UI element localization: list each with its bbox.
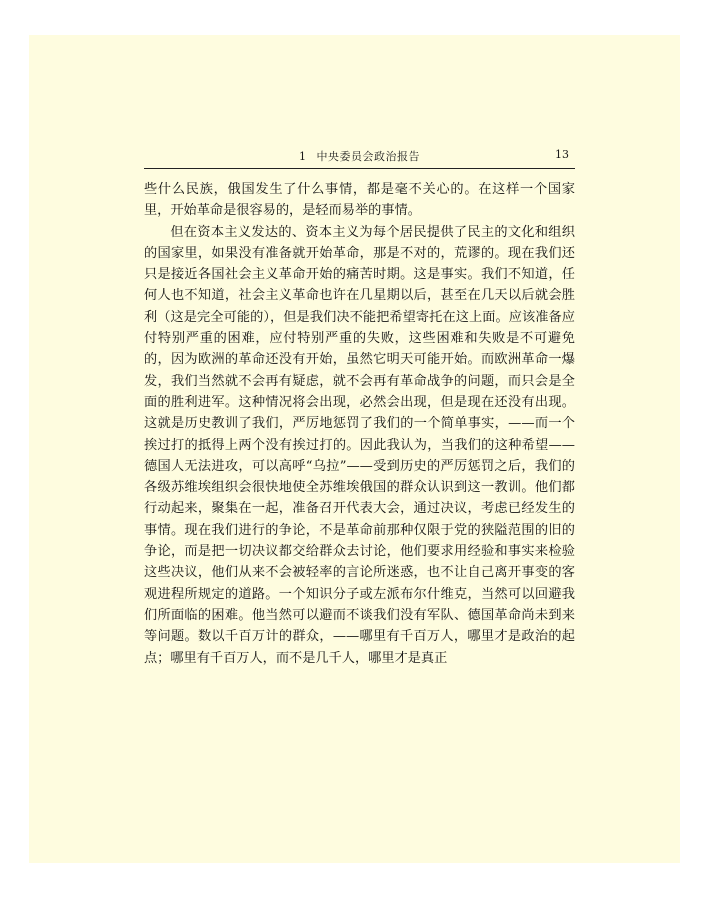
page-number: 13 bbox=[555, 148, 569, 161]
running-header bbox=[144, 148, 575, 168]
paragraph: 但在资本主义发达的、资本主义为每个居民提供了民主的文化和组织的国家里，如果没有准备就开始革命，那是不对的，荒谬的。现在我们还只是接近各国社会主义革命开始的痛苦时期。这是事实。我们不知道，任何人也不知道，社会主义革命也许在几星期以后，甚至在几天以后就会胜利（这是完全可能的），但是我们决不能把希望寄托在这上面。应该准备应付特别严重的困难，应付特别严重的失败，这些困难和失败是不可避免的，因为欧洲的革命还没有开始，虽然它明天可能开始。而欧洲革命一爆发，我们当然就不会再有疑虑，就不会再有革命战争的问题，而只会是全面的胜利进军。这种情况将会出现，必然会出现，但是现在还没有出现。这就是历史教训了我们，严厉地惩罚了我们的一个简单事实，——而一个挨过打的抵得上两个没有挨过打的。因此我认为，当我们的这种希望——德国人无法进攻，可以高呼“乌拉”——受到历史的严厉惩罚之后，我们的各级苏维埃组织会很快地使全苏维埃俄国的群众认识到这一教训。他们都行动起来，聚集在一起，准备召开代表大会，通过决议，考虑已经发生的事情。现在我们进行的争论，不是革命前那种仅限于党的狭隘范围的旧的争论，而是把一切决议都交给群众去讨论，他们要求用经验和事实来检验这些决议，他们从来不会被轻率的言论所迷惑，也不让自己离开事变的客观进程所规定的道路。一个知识分子或左派布尔什维克，当然可以回避我们所面临的困难。他当然可以避而不谈我们没有军队、德国革命尚未到来等问题。数以千百万计的群众，——哪里有千百万人，哪里才是政治的起点；哪里有千百万人，而不是几千人，哪里才是真正 bbox=[144, 224, 575, 666]
chapter-heading bbox=[144, 148, 575, 164]
header-rule bbox=[144, 168, 575, 169]
chapter-title: 中央委员会政治报告 bbox=[316, 150, 420, 163]
paragraph-continued: 些什么民族，俄国发生了什么事情，都是毫不关心的。在这样一个国家里，开始革命是很容易的，是轻而易举的事情。 bbox=[144, 182, 575, 219]
chapter-number: 1 bbox=[299, 150, 307, 163]
body-text bbox=[144, 179, 575, 669]
